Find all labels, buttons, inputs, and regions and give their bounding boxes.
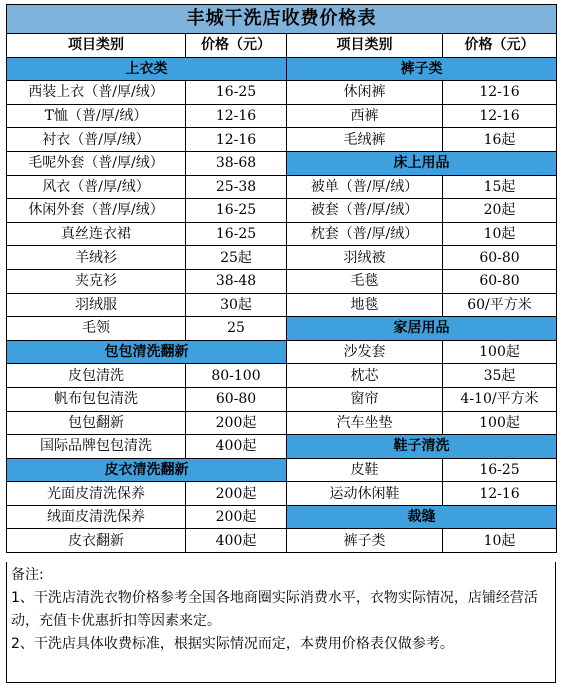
item-price-left: 25-38 [186, 175, 287, 199]
section-header-right: 裁缝 [287, 505, 557, 529]
item-name-left: 真丝连衣裙 [7, 222, 186, 246]
price-table [6, 4, 557, 553]
item-price-right: 10起 [443, 529, 557, 553]
item-name-right: 西裤 [287, 104, 443, 128]
item-name-left: 风衣（普/厚/绒） [7, 175, 186, 199]
item-price-left: 400起 [186, 435, 287, 459]
item-name-right: 沙发套 [287, 340, 443, 364]
item-name-right: 毛毯 [287, 269, 443, 293]
item-price-right: 4-10/平方米 [443, 387, 557, 411]
table-row [7, 246, 557, 270]
item-price-left: 16-25 [186, 199, 287, 223]
item-name-right: 被单（普/厚/绒） [287, 175, 443, 199]
item-name-left: 光面皮清洗保养 [7, 482, 186, 506]
table-row [7, 364, 557, 388]
item-name-left: 皮包清洗 [7, 364, 186, 388]
item-price-left: 60-80 [186, 387, 287, 411]
item-price-right: 15起 [443, 175, 557, 199]
table-row [7, 411, 557, 435]
price-sheet [6, 4, 556, 553]
item-name-right: 运动休闲鞋 [287, 482, 443, 506]
section-header-right: 床上用品 [287, 151, 557, 175]
table-row [7, 57, 557, 81]
item-price-right: 20起 [443, 199, 557, 223]
item-name-left: 西装上衣（普/厚/绒） [7, 81, 186, 105]
item-price-right: 10起 [443, 222, 557, 246]
item-price-right: 60-80 [443, 246, 557, 270]
item-name-right: 羽绒被 [287, 246, 443, 270]
table-row [7, 505, 557, 529]
item-name-left: 衬衣（普/厚/绒） [7, 128, 186, 152]
table-row [7, 435, 557, 459]
item-name-right: 毛绒裤 [287, 128, 443, 152]
item-name-left: 夹克衫 [7, 269, 186, 293]
item-name-left: 皮衣翻新 [7, 529, 186, 553]
header-item-left: 项目类别 [7, 34, 186, 58]
table-row [7, 81, 557, 105]
item-name-right: 裤子类 [287, 529, 443, 553]
item-price-right: 60-80 [443, 269, 557, 293]
item-price-right: 12-16 [443, 104, 557, 128]
table-row [7, 104, 557, 128]
section-header-right: 裤子类 [287, 57, 557, 81]
item-name-right: 皮鞋 [287, 458, 443, 482]
item-name-left: 绒面皮清洗保养 [7, 505, 186, 529]
table-row [7, 317, 557, 341]
item-name-right: 窗帘 [287, 387, 443, 411]
item-name-right: 地毯 [287, 293, 443, 317]
item-name-left: 毛领 [7, 317, 186, 341]
item-price-left: 38-48 [186, 269, 287, 293]
table-row [7, 340, 557, 364]
item-price-left: 200起 [186, 482, 287, 506]
item-price-left: 200起 [186, 505, 287, 529]
table-row [7, 458, 557, 482]
table-row [7, 151, 557, 175]
table-row [7, 387, 557, 411]
header-price-right: 价格（元） [443, 34, 557, 58]
item-price-right: 16-25 [443, 458, 557, 482]
table-row [7, 293, 557, 317]
item-price-left: 200起 [186, 411, 287, 435]
header-item-right: 项目类别 [287, 34, 443, 58]
table-row [7, 128, 557, 152]
item-price-right: 60/平方米 [443, 293, 557, 317]
table-row [7, 199, 557, 223]
item-name-left: T恤（普/厚/绒） [7, 104, 186, 128]
section-header-right: 家居用品 [287, 317, 557, 341]
header-price-left: 价格（元） [186, 34, 287, 58]
table-row [7, 175, 557, 199]
item-price-right: 100起 [443, 411, 557, 435]
item-price-left: 12-16 [186, 128, 287, 152]
item-price-left: 38-68 [186, 151, 287, 175]
item-price-right: 12-16 [443, 482, 557, 506]
item-price-right: 12-16 [443, 81, 557, 105]
item-price-left: 16-25 [186, 81, 287, 105]
item-price-right: 100起 [443, 340, 557, 364]
table-row [7, 222, 557, 246]
item-price-left: 400起 [186, 529, 287, 553]
table-row [7, 529, 557, 553]
item-price-left: 80-100 [186, 364, 287, 388]
item-price-left: 16-25 [186, 222, 287, 246]
item-price-right: 35起 [443, 364, 557, 388]
price-table-body [7, 57, 557, 552]
item-price-right: 16起 [443, 128, 557, 152]
item-name-right: 枕芯 [287, 364, 443, 388]
item-name-left: 羊绒衫 [7, 246, 186, 270]
page-title: 丰城干洗店收费价格表 [7, 5, 557, 34]
item-price-left: 25 [186, 317, 287, 341]
section-header-left: 包包清洗翻新 [7, 340, 287, 364]
item-name-left: 帆布包包清洗 [7, 387, 186, 411]
item-name-right: 汽车坐垫 [287, 411, 443, 435]
section-header-left: 上衣类 [7, 57, 287, 81]
note-item: 1、干洗店清洗衣物价格参考全国各地商圈实际消费水平，衣物实际情况，店铺经营活动，充值卡优惠折扣等因素来定。 [11, 590, 538, 629]
table-row [7, 269, 557, 293]
notes-heading: 备注: [11, 567, 44, 583]
item-name-right: 枕套（普/厚/绒） [287, 222, 443, 246]
note-item: 2、干洗店具体收费标准，根据实际情况而定，本费用价格表仅做参考。 [11, 636, 454, 652]
item-name-right: 休闲裤 [287, 81, 443, 105]
item-name-left: 休闲外套（普/厚/绒） [7, 199, 186, 223]
table-header-row [7, 34, 557, 58]
item-name-left: 包包翻新 [7, 411, 186, 435]
section-header-right: 鞋子清洗 [287, 435, 557, 459]
item-price-left: 25起 [186, 246, 287, 270]
item-price-left: 12-16 [186, 104, 287, 128]
item-price-left: 30起 [186, 293, 287, 317]
item-name-left: 国际品牌包包清洗 [7, 435, 186, 459]
item-name-right: 被套（普/厚/绒） [287, 199, 443, 223]
section-header-left: 皮衣清洗翻新 [7, 458, 287, 482]
item-name-left: 羽绒服 [7, 293, 186, 317]
item-name-left: 毛呢外套（普/厚/绒） [7, 151, 186, 175]
table-row [7, 482, 557, 506]
notes-box [6, 562, 556, 683]
